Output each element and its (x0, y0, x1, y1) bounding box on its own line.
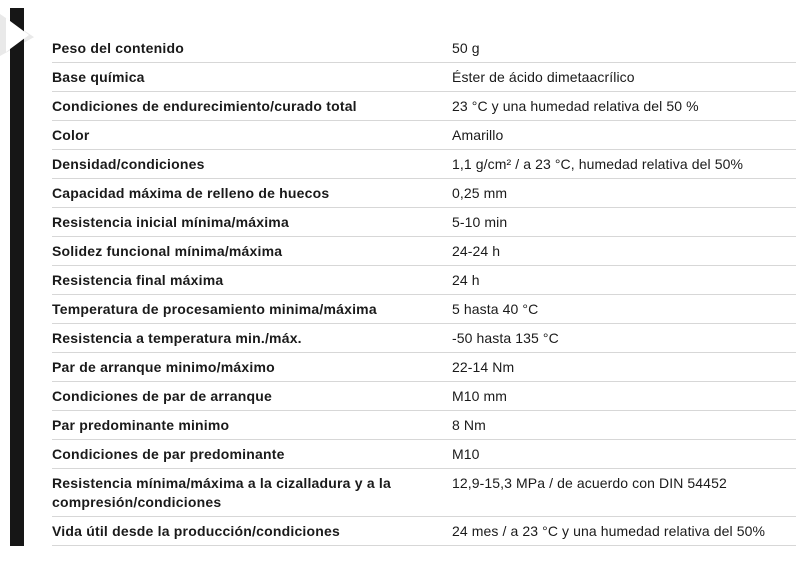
spec-label: Resistencia mínima/máxima a la cizalladura y a la compresión/condiciones (52, 475, 391, 510)
scan-edge-bar (10, 8, 24, 546)
spec-label: Temperatura de procesamiento minima/máxima (52, 301, 377, 317)
spec-value: M10 mm (452, 388, 508, 404)
spec-label: Par de arranque minimo/máximo (52, 359, 275, 375)
spec-row (52, 237, 796, 266)
spec-value: M10 (452, 446, 480, 462)
spec-row (52, 63, 796, 92)
spec-row (52, 34, 796, 63)
spec-label: Condiciones de par de arranque (52, 388, 272, 404)
spec-row (52, 179, 796, 208)
spec-value: 12,9-15,3 MPa / de acuerdo con DIN 54452 (452, 475, 727, 491)
spec-label: Solidez funcional mínima/máxima (52, 243, 283, 259)
spec-label: Resistencia a temperatura min./máx. (52, 330, 302, 346)
spec-value: -50 hasta 135 °C (452, 330, 559, 346)
spec-label: Densidad/condiciones (52, 156, 205, 172)
spec-row (52, 353, 796, 382)
spec-value: 23 °C y una humedad relativa del 50 % (452, 98, 699, 114)
spec-label: Par predominante minimo (52, 417, 230, 433)
spec-value: 24-24 h (452, 243, 501, 259)
spec-value: 5 hasta 40 °C (452, 301, 539, 317)
spec-label: Peso del contenido (52, 40, 184, 56)
spec-value: 24 mes / a 23 °C y una humedad relativa del 50% (452, 523, 766, 539)
spec-value: 1,1 g/cm² / a 23 °C, humedad relativa del 50% (452, 156, 744, 172)
spec-label: Capacidad máxima de relleno de huecos (52, 185, 330, 201)
spec-label: Resistencia inicial mínima/máxima (52, 214, 289, 230)
spec-label: Base química (52, 69, 145, 85)
spec-row (52, 266, 796, 295)
spec-label: Vida útil desde la producción/condiciones (52, 523, 340, 539)
spec-row (52, 150, 796, 179)
spec-row (52, 382, 796, 411)
spec-value: 5-10 min (452, 214, 508, 230)
spec-value: 50 g (452, 40, 480, 56)
spec-table (52, 34, 796, 546)
spec-row (52, 208, 796, 237)
spec-value: Éster de ácido dimetaacrílico (452, 69, 635, 85)
spec-label: Condiciones de endurecimiento/curado total (52, 98, 357, 114)
spec-row (52, 121, 796, 150)
spec-row (52, 469, 796, 517)
spec-row (52, 324, 796, 353)
spec-value: 22-14 Nm (452, 359, 515, 375)
spec-value: 8 Nm (452, 417, 486, 433)
spec-value: 0,25 mm (452, 185, 508, 201)
spec-row (52, 440, 796, 469)
spec-value: Amarillo (452, 127, 504, 143)
spec-value: 24 h (452, 272, 480, 288)
spec-row (52, 92, 796, 121)
spec-row (52, 517, 796, 546)
spec-label: Condiciones de par predominante (52, 446, 285, 462)
spec-label: Resistencia final máxima (52, 272, 224, 288)
spec-row (52, 411, 796, 440)
spec-row (52, 295, 796, 324)
spec-label: Color (52, 127, 90, 143)
